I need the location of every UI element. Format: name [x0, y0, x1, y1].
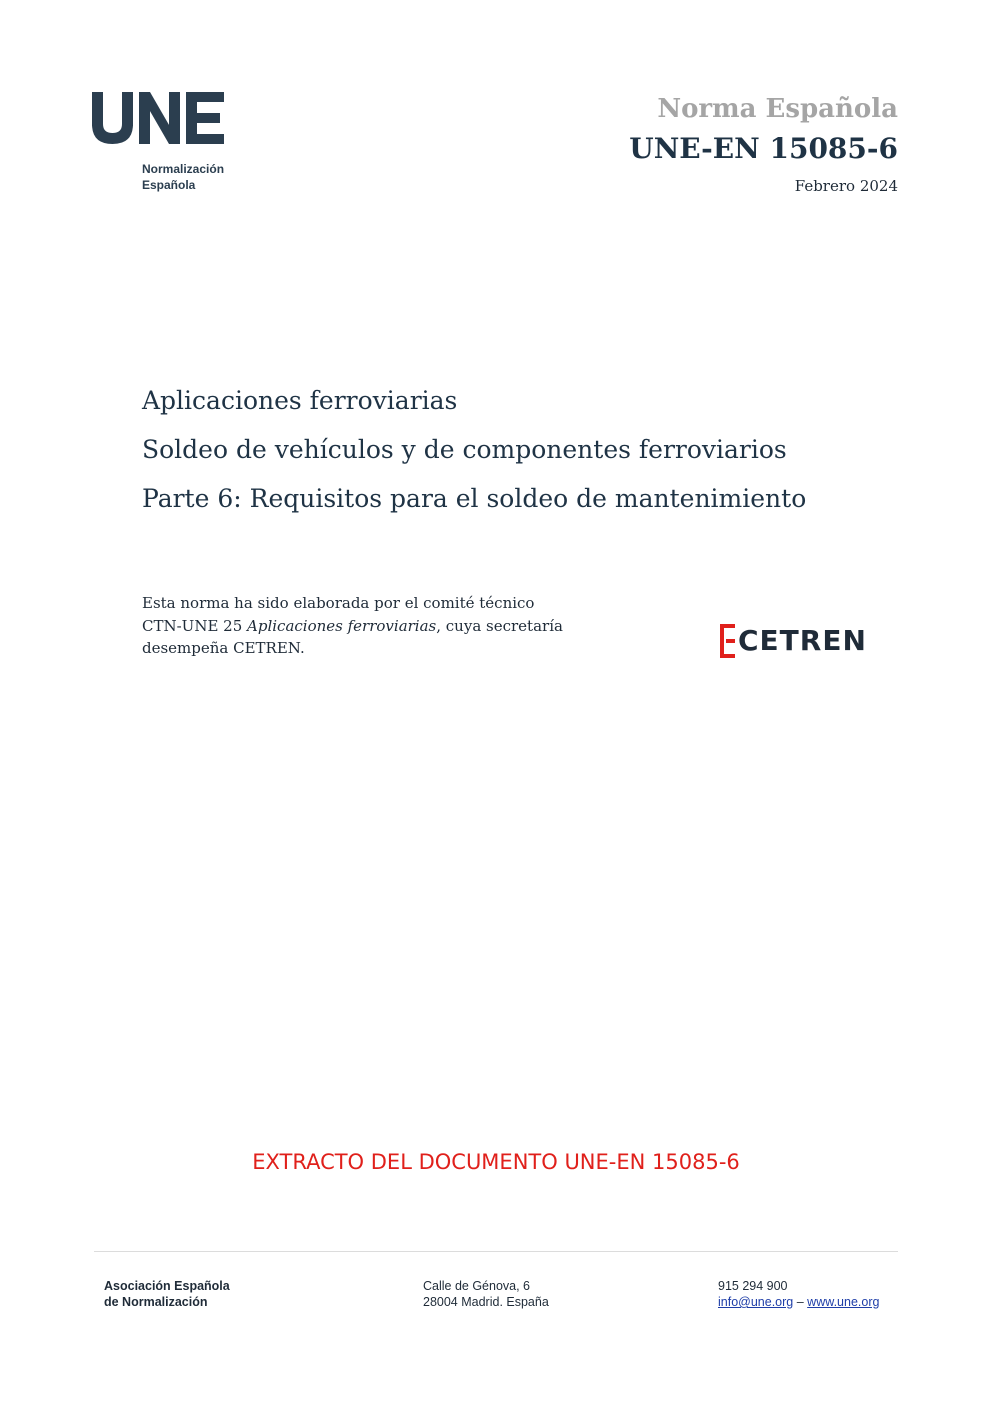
cetren-bracket-icon: [720, 624, 736, 658]
standard-type-label: Norma Española: [657, 94, 898, 124]
document-titles: [142, 386, 902, 533]
footer-divider: [94, 1251, 898, 1252]
standard-code: UNE-EN 15085-6: [629, 132, 898, 165]
footer-address-line1: Calle de Génova, 6: [423, 1279, 531, 1293]
footer-links: [718, 1294, 879, 1310]
footer-org-line1: Asociación Española: [104, 1279, 230, 1293]
committee-line2: [142, 615, 662, 638]
title-line: Soldeo de vehículos y de componentes ferroviarios: [142, 435, 787, 464]
title-line: Parte 6: Requisitos para el soldeo de mantenimiento: [142, 484, 807, 513]
cetren-logo-text: CETREN: [738, 624, 867, 657]
une-logo-subtitle-line1: Normalización: [142, 162, 225, 176]
une-logo-subtitle-line2: Española: [142, 178, 196, 192]
cetren-logo: [720, 622, 865, 660]
standard-date: Febrero 2024: [794, 177, 898, 195]
website-link[interactable]: www.une.org: [807, 1295, 880, 1309]
footer-organization: [104, 1278, 230, 1310]
footer-address-line2: 28004 Madrid. España: [423, 1295, 549, 1309]
footer-link-separator: –: [796, 1295, 804, 1309]
committee-statement: [142, 592, 662, 660]
committee-name: Aplicaciones ferroviarias: [247, 616, 437, 635]
title-line: Aplicaciones ferroviarias: [142, 386, 458, 415]
committee-code: CTN-UNE 25: [142, 616, 248, 635]
footer-contact: [718, 1278, 879, 1310]
une-wordmark-icon: [92, 88, 228, 146]
committee-line2-suffix: , cuya secretaría: [436, 616, 563, 635]
une-logo: [92, 88, 228, 146]
footer-phone: 915 294 900: [718, 1279, 788, 1293]
une-logo-subtitle: [142, 161, 224, 193]
footer-org-line2: de Normalización: [104, 1295, 208, 1309]
extract-notice: EXTRACTO DEL DOCUMENTO UNE-EN 15085-6: [252, 1150, 740, 1174]
footer-address: [423, 1278, 549, 1310]
committee-line1: Esta norma ha sido elaborada por el comité técnico: [142, 594, 535, 612]
committee-line3: desempeña CETREN.: [142, 639, 305, 657]
email-link[interactable]: info@une.org: [718, 1295, 794, 1309]
